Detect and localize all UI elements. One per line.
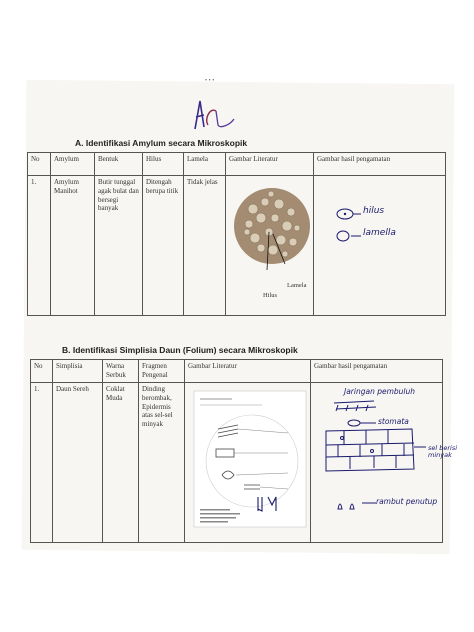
cell-warna: Coklat Muda: [103, 383, 139, 543]
cell-bentuk: Butir tunggal agak bulat dan bersegi banyak: [95, 176, 143, 316]
cell-observation-image: [311, 383, 458, 543]
cell-amylum: Amylum Manihot: [51, 176, 95, 316]
cell-lamela: Tidak jelas: [184, 176, 226, 316]
table-row: [31, 383, 443, 543]
header-amylum: Amylum: [51, 153, 95, 176]
leaf-fragments-diagram: [192, 389, 308, 529]
header-fragmen: Fragmen Pengenal: [139, 360, 185, 383]
cell-no: 1.: [28, 176, 51, 316]
obs-label-rambut-penutup: rambut penutup: [376, 497, 438, 506]
starch-granules-image: [231, 184, 313, 274]
cell-simplisia: Daun Sereh: [53, 383, 103, 543]
header-no: No: [31, 360, 53, 383]
obs-label-jaringan-pembuluh: Jaringan pembuluh: [344, 387, 416, 396]
handwritten-initials-icon: [190, 95, 240, 135]
section-b-title: B. Identifikasi Simplisia Daun (Folium) secara Mikroskopik: [62, 345, 298, 355]
label-lamela: Lamela: [287, 282, 307, 289]
header-gambar-literatur: Gambar Literatur: [226, 153, 314, 176]
header-gambar-literatur: Gambar Literatur: [185, 360, 311, 383]
header-hilus: Hilus: [143, 153, 184, 176]
obs-label-sel-berisi-minyak: sel berisi minyak: [428, 444, 458, 460]
cell-fragmen: Dinding berombak, Epidermis atas sel-sel minyak: [139, 383, 185, 543]
table-row: [28, 176, 446, 316]
observed-hair-icon: [334, 497, 380, 511]
header-gambar-hasil: Gambar hasil pengamatan: [314, 153, 446, 176]
amylum-table: [27, 152, 446, 316]
top-mark: • • •: [205, 78, 215, 84]
observed-epidermis-drawing: [314, 395, 444, 485]
obs-label-stomata: stomata: [378, 417, 409, 426]
obs-label-lamella: lamella: [363, 228, 396, 238]
cell-literature-image: [226, 176, 314, 316]
cell-no: 1.: [31, 383, 53, 543]
header-warna-serbuk: Warna Serbuk: [103, 360, 139, 383]
header-no: No: [28, 153, 51, 176]
header-simplisia: Simplisia: [53, 360, 103, 383]
simplisia-table: [30, 359, 458, 543]
header-bentuk: Bentuk: [95, 153, 143, 176]
label-hilus: Hilus: [263, 292, 278, 299]
section-a-title: A. Identifikasi Amylum secara Mikroskopik: [75, 138, 248, 148]
obs-label-hilus: hilus: [363, 206, 385, 216]
cell-hilus: Ditengah berupa titik: [143, 176, 184, 316]
cell-literature-image: [185, 383, 311, 543]
observed-granules-icon: [335, 206, 361, 246]
table-header-row: [31, 360, 443, 383]
header-gambar-hasil: Gambar hasil pengamatan: [311, 360, 443, 383]
header-lamela: Lamela: [184, 153, 226, 176]
cell-observation-image: [314, 176, 446, 316]
table-header-row: [28, 153, 446, 176]
